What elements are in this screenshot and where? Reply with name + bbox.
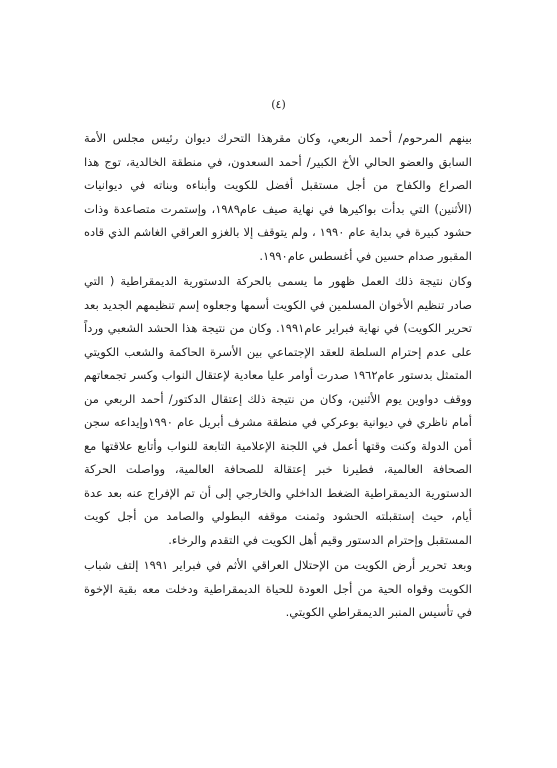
page-number: (٤) [271, 98, 286, 111]
paragraph-2: وكان نتيجة ذلك العمل ظهور ما يسمى بالحركة الدستورية الديمقراطية ( التي صادر تنظيم الأخوان المسلمين في الكويت أسمها وجعلوه إسم تنظيمهم الجديد بعد تحرير الكويت) في نهاية فبراير عام١٩٩١. وكان من نتيجة هذا الحشد الشعبي ورداً على عدم إحترام السلطة للعقد الإجتماعي بين الأسرة الحاكمة والشعب الكويتي المتمثل بدستور عام١٩٦٢ صدرت أوامر عليا معادية لإعتقال النواب وكسر تجمعاتهم ووقف دواوين يوم الأثنين، وكان من نتيجة ذلك إعتقال الدكتور/ أحمد الربعي من أمام ناظري في ديوانية بوعركي في منطقة مشرف أبريل عام ١٩٩٠وإيداعه سجن أمن الدولة وكنت وقتها أعمل في اللجنة الإعلامية التابعة للنواب وأتابع علاقتها مع الصحافة العالمية، فطيرنا خبر إعتقالة للصحافة العالمية، وواصلت الحركة الدستورية الديمقراطية الضغط الداخلي والخارجي إلى أن تم الإفراج عنه بعد عدة أيام، حيث إستقبلته الحشود وثمنت موقفه البطولي والصامد من أجل كويت المستقبل وإحترام الدستور وقيم أهل الكويت في التقدم والرخاء. [84, 274, 473, 547]
paragraph-1: بينهم المرحوم/ أحمد الربعي، وكان مقرهذا التحرك ديوان رئيس مجلس الأمة السابق والعضو الحالي الأخ الكبير/ أحمد السعدون، في منطقة الخالدية، توج هذا الصراع والكفاح من أجل مستقبل أفضل للكويت وأبناءه وبناته في ديوانيات (الأثنين) التي بدأت بواكيرها في نهاية صيف عام١٩٨٩، وإستمرت متصاعدة وذات حشود كبيرة في بداية عام ١٩٩٠ ، ولم يتوقف إلا بالغزو العراقي الغاشم الذي قاده المقبور صدام حسين في أغسطس عام١٩٩٠. [84, 131, 472, 263]
document-body [84, 127, 472, 625]
paragraph-3: وبعد تحرير أرض الكويت من الإحتلال العراقي الأثم في فبراير ١٩٩١ إلتف شباب الكويت وقواه الحية من أجل العودة للحياة الديمقراطية ودخلت معه بقية الإخوة في تأسيس المنبر الديمقراطي الكويتي. [84, 558, 472, 619]
